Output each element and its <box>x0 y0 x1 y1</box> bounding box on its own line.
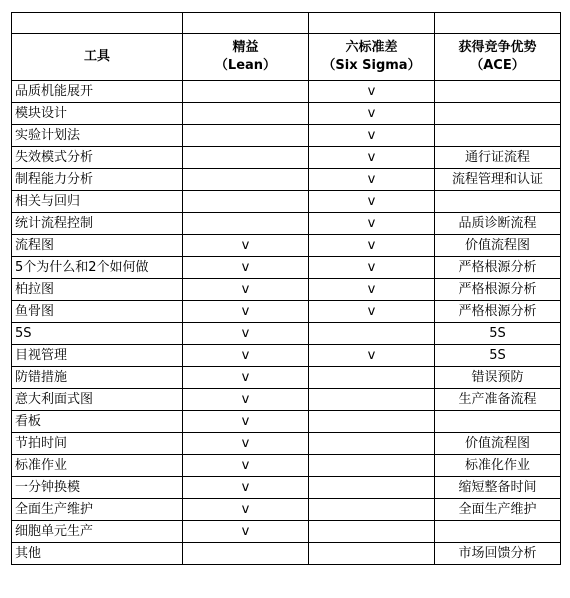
tool-cell: 标准作业 <box>12 455 183 477</box>
tool-cell: 实验计划法 <box>12 125 183 147</box>
blank-cell <box>309 13 435 34</box>
lean-mark-cell: v <box>183 433 309 455</box>
ace-cell <box>435 191 561 213</box>
lean-mark-cell: v <box>183 279 309 301</box>
ace-cell <box>435 103 561 125</box>
table-row <box>12 411 561 433</box>
sixsigma-mark-cell: v <box>309 125 435 147</box>
lean-mark-cell: v <box>183 477 309 499</box>
ace-cell: 5S <box>435 323 561 345</box>
ace-cell <box>435 81 561 103</box>
blank-top-row <box>12 13 561 34</box>
lean-mark-cell: v <box>183 367 309 389</box>
lean-mark-cell <box>183 103 309 125</box>
sixsigma-mark-cell: v <box>309 257 435 279</box>
table-row <box>12 191 561 213</box>
tool-cell: 节拍时间 <box>12 433 183 455</box>
sixsigma-mark-cell <box>309 521 435 543</box>
tool-cell: 品质机能展开 <box>12 81 183 103</box>
sixsigma-mark-cell: v <box>309 191 435 213</box>
lean-mark-cell: v <box>183 235 309 257</box>
header-ace-line1: 获得竞争优势 <box>458 40 537 55</box>
ace-cell: 5S <box>435 345 561 367</box>
ace-cell: 错误预防 <box>435 367 561 389</box>
sixsigma-mark-cell: v <box>309 147 435 169</box>
table-row <box>12 499 561 521</box>
lean-mark-cell: v <box>183 521 309 543</box>
comparison-table <box>11 12 561 565</box>
table-body <box>12 13 561 565</box>
tool-cell: 流程图 <box>12 235 183 257</box>
header-sixsigma-line2: （Six Sigma） <box>322 58 421 73</box>
header-ace-line2: （ACE） <box>470 58 525 73</box>
lean-mark-cell <box>183 125 309 147</box>
sixsigma-mark-cell: v <box>309 235 435 257</box>
header-row <box>12 34 561 81</box>
tool-cell: 柏拉图 <box>12 279 183 301</box>
sixsigma-mark-cell <box>309 477 435 499</box>
tool-cell: 细胞单元生产 <box>12 521 183 543</box>
header-tool <box>12 34 183 81</box>
ace-cell: 生产准备流程 <box>435 389 561 411</box>
ace-cell: 通行证流程 <box>435 147 561 169</box>
lean-mark-cell <box>183 147 309 169</box>
sixsigma-mark-cell: v <box>309 81 435 103</box>
tool-cell: 相关与回归 <box>12 191 183 213</box>
ace-cell: 严格根源分析 <box>435 301 561 323</box>
ace-cell: 全面生产维护 <box>435 499 561 521</box>
ace-cell <box>435 521 561 543</box>
sixsigma-mark-cell <box>309 433 435 455</box>
tool-cell: 制程能力分析 <box>12 169 183 191</box>
tool-cell: 统计流程控制 <box>12 213 183 235</box>
lean-mark-cell <box>183 213 309 235</box>
table-row <box>12 125 561 147</box>
sixsigma-mark-cell <box>309 455 435 477</box>
table-row <box>12 345 561 367</box>
table-row <box>12 543 561 565</box>
blank-cell <box>183 13 309 34</box>
sixsigma-mark-cell <box>309 543 435 565</box>
sixsigma-mark-cell: v <box>309 301 435 323</box>
header-lean-line1: 精益 <box>232 40 259 55</box>
tool-cell: 其他 <box>12 543 183 565</box>
table-row <box>12 477 561 499</box>
table-row <box>12 213 561 235</box>
lean-mark-cell: v <box>183 411 309 433</box>
sixsigma-mark-cell: v <box>309 213 435 235</box>
tool-cell: 目视管理 <box>12 345 183 367</box>
lean-mark-cell: v <box>183 257 309 279</box>
table-row <box>12 301 561 323</box>
table-row <box>12 389 561 411</box>
tool-cell: 5S <box>12 323 183 345</box>
sixsigma-mark-cell <box>309 499 435 521</box>
tool-cell: 全面生产维护 <box>12 499 183 521</box>
sixsigma-mark-cell <box>309 323 435 345</box>
table-row <box>12 455 561 477</box>
ace-cell: 流程管理和认证 <box>435 169 561 191</box>
lean-mark-cell: v <box>183 389 309 411</box>
table-row <box>12 323 561 345</box>
table-row <box>12 81 561 103</box>
lean-mark-cell: v <box>183 301 309 323</box>
table-row <box>12 257 561 279</box>
table-row <box>12 367 561 389</box>
lean-mark-cell <box>183 169 309 191</box>
ace-cell: 市场回馈分析 <box>435 543 561 565</box>
header-sixsigma <box>309 34 435 81</box>
tool-cell: 防错措施 <box>12 367 183 389</box>
table-row <box>12 103 561 125</box>
table-row <box>12 235 561 257</box>
sixsigma-mark-cell: v <box>309 103 435 125</box>
blank-cell <box>435 13 561 34</box>
tool-cell: 意大利面式图 <box>12 389 183 411</box>
ace-cell: 价值流程图 <box>435 235 561 257</box>
lean-mark-cell <box>183 191 309 213</box>
lean-mark-cell: v <box>183 499 309 521</box>
lean-mark-cell: v <box>183 345 309 367</box>
header-lean-line2: （Lean） <box>214 58 277 73</box>
blank-cell <box>12 13 183 34</box>
tool-cell: 5个为什么和2个如何做 <box>12 257 183 279</box>
sixsigma-mark-cell <box>309 389 435 411</box>
ace-cell <box>435 411 561 433</box>
sixsigma-mark-cell: v <box>309 345 435 367</box>
tool-cell: 模块设计 <box>12 103 183 125</box>
ace-cell: 品质诊断流程 <box>435 213 561 235</box>
lean-mark-cell <box>183 543 309 565</box>
tool-cell: 看板 <box>12 411 183 433</box>
lean-mark-cell: v <box>183 323 309 345</box>
ace-cell: 严格根源分析 <box>435 279 561 301</box>
table-row <box>12 433 561 455</box>
ace-cell: 标准化作业 <box>435 455 561 477</box>
tool-cell: 鱼骨图 <box>12 301 183 323</box>
header-lean <box>183 34 309 81</box>
sixsigma-mark-cell: v <box>309 279 435 301</box>
table-row <box>12 521 561 543</box>
header-sixsigma-line1: 六标准差 <box>345 40 398 55</box>
lean-mark-cell: v <box>183 455 309 477</box>
table-row <box>12 169 561 191</box>
tool-cell: 失效模式分析 <box>12 147 183 169</box>
ace-cell: 严格根源分析 <box>435 257 561 279</box>
sixsigma-mark-cell <box>309 367 435 389</box>
header-tool-label: 工具 <box>83 49 110 64</box>
sixsigma-mark-cell <box>309 411 435 433</box>
ace-cell: 价值流程图 <box>435 433 561 455</box>
lean-mark-cell <box>183 81 309 103</box>
ace-cell: 缩短整备时间 <box>435 477 561 499</box>
table-row <box>12 147 561 169</box>
sixsigma-mark-cell: v <box>309 169 435 191</box>
header-ace <box>435 34 561 81</box>
ace-cell <box>435 125 561 147</box>
table-row <box>12 279 561 301</box>
tool-cell: 一分钟换模 <box>12 477 183 499</box>
